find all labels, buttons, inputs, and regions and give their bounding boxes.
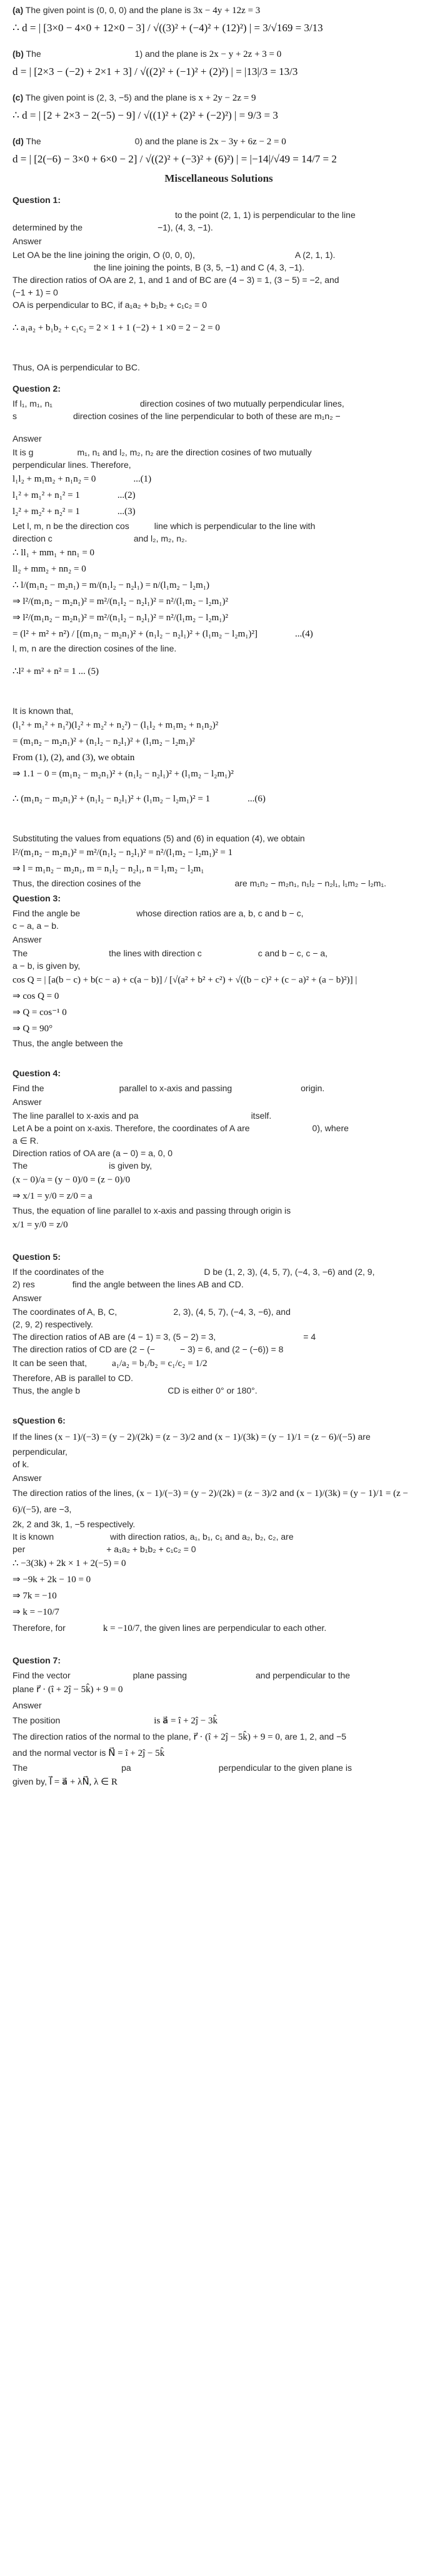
example-a <box>12 2 425 37</box>
q6-a4: per <box>12 1544 26 1554</box>
q7-a2: The direction ratios of the normal to the plane, <box>12 1731 191 1741</box>
q4-a5b: is given by, <box>109 1161 152 1171</box>
q7-answer-label: Answer <box>12 1700 42 1710</box>
q2-a6: It is known that, <box>12 706 74 716</box>
q2-eq2: l₁² + m₁² + n₁² = 1 <box>12 490 80 500</box>
question-4 <box>12 1067 425 1233</box>
q1-line1b: A (2, 1, 1). <box>294 250 336 260</box>
example-a-distance: ∴ d = | [3×0 − 4×0 + 12×0 − 3] / √((3)² + (−4)² + (12)²) | = 3/√169 = 3/13 <box>12 22 323 34</box>
q6-a1-eq2: (x − 1)/(3k) = (y − 1)/1 = (z − 6)/(−5) <box>12 1489 408 1515</box>
example-a-plane: 3x − 4y + 12z = 3 <box>193 6 261 16</box>
q5-text1b: D be (1, 2, 3), (4, 5, 7), (−4, 3, −6) and (2, 9, <box>204 1267 375 1277</box>
q4-a1b: itself. <box>251 1111 272 1121</box>
q7-text2: plane <box>12 1684 34 1694</box>
question-2 <box>12 382 425 889</box>
q2-eq11: (l₁² + m₁² + n₁²)(l₂² + m₂² + n₂²) − (l₁l₂ + m₁m₂ + n₁n₂)² <box>12 720 219 730</box>
q7-plane-eq: r⃗ · (î + 2ĵ − 5k̂) + 9 = 0 <box>36 1685 123 1695</box>
q1-answer-label: Answer <box>12 236 42 246</box>
q3-a2: a − b, is given by, <box>12 961 81 971</box>
q1-line3: The direction ratios of OA are 2, 1, and 1 and of BC are (4 − 3) = 1, (3 − 5) = −2, and <box>12 275 339 285</box>
q3-eq3: ⇒ Q = cos⁻¹ 0 <box>12 1008 67 1018</box>
example-c-distance: ∴ d = | [2 + 2×3 − 2(−5) − 9] / √((1)² + (2)² + (−2)²) | = 9/3 = 3 <box>12 109 278 121</box>
q7-a4: The <box>12 1763 28 1773</box>
q6-text2: of k. <box>12 1459 29 1469</box>
q3-answer-label: Answer <box>12 934 42 944</box>
q2-eq16: l²/(m₁n₂ − m₂n₁)² = m²/(n₁l₂ − n₂l₁)² = n²/(l₁m₂ − l₂m₁)² = 1 <box>12 848 233 858</box>
q1-line2: the line joining the points, B (3, 5, −1) and C (4, 3, −1). <box>94 262 304 272</box>
q7-a1-eq: is a⃗ = î + 2ĵ − 3k̂ <box>154 1716 218 1726</box>
q5-a6: Therefore, AB is parallel to CD. <box>12 1373 133 1383</box>
q7-a4b: pa <box>121 1763 131 1773</box>
q2-a3b: line which is perpendicular to the line with <box>154 521 316 531</box>
example-c-plane: x + 2y − 2z = 9 <box>198 93 256 103</box>
q5-a7: Thus, the angle b <box>12 1385 81 1395</box>
q2-eq4: ∴ ll₁ + mm₁ + nn₁ = 0 <box>12 548 95 558</box>
q6-eq2: ⇒ −9k + 2k − 10 = 0 <box>12 1575 91 1585</box>
q3-eq4: ⇒ Q = 90° <box>12 1024 53 1034</box>
q7-a5: given by, <box>12 1776 47 1786</box>
q2-a4: direction c <box>12 533 52 543</box>
q2-eq2-tag: ...(2) <box>117 490 136 500</box>
q5-a5: It can be seen that, <box>12 1358 88 1368</box>
q4-a2: Let A be a point on x-axis. Therefore, the coordinates of A are <box>12 1123 250 1133</box>
q2-eq14: ⇒ 1.1 − 0 = (m₁n₂ − m₂n₁)² + (n₁l₂ − n₂l₁)² + (l₁m₂ − l₂m₁)² <box>12 769 234 779</box>
q4-eq3: x/1 = y/0 = z/0 <box>12 1220 68 1230</box>
q4-a6: Thus, the equation of line parallel to x-axis and passing through origin is <box>12 1206 291 1216</box>
q2-eq12: = (m₁n₂ − m₂n₁)² + (n₁l₂ − n₂l₁)² + (l₁m₂ − l₂m₁)² <box>12 736 195 746</box>
q7-a5-eq: l⃗ = a⃗ + λN⃗, λ ∈ R <box>49 1777 118 1787</box>
q2-eq15: ∴ (m₁n₂ − m₂n₁)² + (n₁l₂ − n₂l₁)² + (l₁m₂ − l₂m₁)² = 1 <box>12 794 211 804</box>
q2-a1b: m₁, n₁ and l₂, m₂, n₂ are the direction cosines of two mutually <box>77 447 312 457</box>
q6-eq1: ∴ −3(3k) + 2k × 1 + 2(−5) = 0 <box>12 1558 126 1568</box>
q1-line4: (−1 + 1) = 0 <box>12 287 58 297</box>
q7-a2-eq: r⃗ · (î + 2ĵ − 5k̂) + 9 = 0 <box>193 1732 280 1742</box>
question-2-title: Question 2: <box>12 384 61 394</box>
q2-eq1: l₁l₂ + m₁m₂ + n₁n₂ = 0 <box>12 474 96 484</box>
q2-a8: Thus, the direction cosines of the <box>12 878 141 888</box>
q4-text1b: parallel to x-axis and passing <box>119 1083 232 1093</box>
example-b-distance: d = | [2×3 − (−2) + 2×1 + 3] / √((2)² + (−1)² + (2)²) | = |13|/3 = 13/3 <box>12 66 298 77</box>
q2-a7: Substituting the values from equations (5) and (6) in equation (4), we obtain <box>12 833 305 843</box>
question-1-title: Question 1: <box>12 195 61 205</box>
q6-a5b: , the given lines are perpendicular to each other. <box>139 1623 327 1633</box>
example-d-intro: The <box>26 136 41 146</box>
example-c-intro: The given point is (2, 3, −5) and the plane is <box>25 92 196 102</box>
q5-a1: The coordinates of A, B, C, <box>12 1307 118 1317</box>
q1-conclusion: Thus, OA is perpendicular to BC. <box>12 362 140 372</box>
q3-text1b: whose direction ratios are a, b, c and b − c, <box>136 908 304 918</box>
q6-a3b: with direction ratios, a₁, b₁, c₁ and a₂, b₂, c₂, are <box>110 1532 294 1542</box>
q6-a4b: + a₁a₂ + b₁b₂ + c₁c₂ = 0 <box>106 1544 196 1554</box>
q6-a5: Therefore, for <box>12 1623 66 1633</box>
q2-a3: Let l, m, n be the direction cos <box>12 521 129 531</box>
question-6 <box>12 1414 425 1637</box>
q5-a3b: = 4 <box>303 1332 316 1342</box>
question-1 <box>12 194 425 374</box>
q7-text1b: plane passing <box>132 1670 188 1680</box>
example-a-label: (a) <box>12 5 24 15</box>
question-3-title: Question 3: <box>12 893 61 903</box>
q6-a3: It is known <box>12 1532 54 1542</box>
example-b-plane: 2x − y + 2z + 3 = 0 <box>209 49 282 59</box>
q2-text2b: direction cosines of the line perpendicular to both of these are m₁n₂ − <box>73 411 341 421</box>
q2-eq5: ll₂ + mm₂ + nn₂ = 0 <box>12 564 86 574</box>
q3-text1: Find the angle be <box>12 908 81 918</box>
q2-eq6: ∴ l/(m₁n₂ − m₂n₁) = m/(n₁l₂ − n₂l₁) = n/(l₁m₂ − l₂m₁) <box>12 580 209 590</box>
q6-eq4: ⇒ k = −10/7 <box>12 1607 59 1617</box>
q5-eq1: a₁/a₂ = b₁/b₂ = c₁/c₂ = 1/2 <box>112 1359 208 1369</box>
q1-line1: Let OA be the line joining the origin, O (0, 0, 0), <box>12 250 195 260</box>
q1-line5: OA is perpendicular to BC, if a₁a₂ + b₁b₂ + c₁c₂ = 0 <box>12 300 208 310</box>
q4-eq1: (x − 0)/a = (y − 0)/0 = (z − 0)/0 <box>12 1175 131 1185</box>
q6-text1b: and <box>198 1432 212 1442</box>
q2-eq13: From (1), (2), and (3), we obtain <box>12 753 135 763</box>
question-3 <box>12 892 425 1049</box>
q6-line2-eq: (x − 1)/(3k) = (y − 1)/1 = (z − 6)/(−5) <box>214 1432 356 1442</box>
q5-text1: If the coordinates of the <box>12 1267 104 1277</box>
q4-a4: Direction ratios of OA are (a − 0) = a, 0, 0 <box>12 1148 173 1158</box>
q2-a2: perpendicular lines. Therefore, <box>12 460 131 470</box>
q4-text1c: origin. <box>301 1083 325 1093</box>
q2-eq9-tag: ...(4) <box>294 629 313 639</box>
q2-eq8: ⇒ l²/(m₁n₂ − m₂n₁)² = m²/(n₁l₂ − n₂l₁)² = n²/(l₁m₂ − l₂m₁)² <box>12 613 228 623</box>
q6-a2: 2k, 2 and 3k, 1, −5 respectively. <box>12 1519 136 1529</box>
q5-text2b: find the angle between the lines AB and CD. <box>72 1279 244 1289</box>
example-c <box>12 90 425 125</box>
q5-a1b: 2, 3), (4, 5, 7), (−4, 3, −6), and <box>173 1307 291 1317</box>
question-5 <box>12 1251 425 1397</box>
question-7 <box>12 1654 425 1790</box>
q3-a1c: c and b − c, c − a, <box>258 948 328 958</box>
q3-eq1: cos Q = | [a(b − c) + b(c − a) + c(a − b)] / [√(a² + b² + c²) + √((b − c)² + (c − a)² + (a − b)²)] | <box>12 975 358 985</box>
example-d-label: (d) <box>12 136 24 146</box>
example-b <box>12 46 425 81</box>
q2-eq3-tag: ...(3) <box>117 507 136 517</box>
q7-text1: Find the vector <box>12 1670 71 1680</box>
example-d-intro2: 0) and the plane is <box>134 136 207 146</box>
q6-a5-eq: k = −10/7 <box>102 1623 140 1633</box>
q3-text2: c − a, a − b. <box>12 921 59 931</box>
q2-eq10: ∴l² + m² + n² = 1 ... (5) <box>12 666 99 676</box>
q6-answer-label: Answer <box>12 1473 42 1483</box>
q4-a3: a ∈ R. <box>12 1136 39 1146</box>
q4-eq2: ⇒ x/1 = y/0 = z/0 = a <box>12 1191 92 1201</box>
q5-a2: (2, 9, 2) respectively. <box>12 1319 93 1329</box>
q6-text1c: are perpendicular, <box>12 1432 371 1457</box>
q1-text3: −1), (4, 3, −1). <box>158 222 213 232</box>
q5-answer-label: Answer <box>12 1293 42 1303</box>
q5-a4: The direction ratios of CD are (2 − (− <box>12 1344 155 1354</box>
question-6-title: sQuestion 6: <box>12 1415 66 1425</box>
example-c-label: (c) <box>12 92 24 102</box>
q5-a4b: − 3) = 6, and (2 − (−6)) = 8 <box>180 1344 284 1354</box>
example-d <box>12 134 425 169</box>
q4-answer-label: Answer <box>12 1097 42 1107</box>
q2-answer-label: Answer <box>12 433 42 443</box>
q7-a4c: perpendicular to the given plane is <box>218 1763 352 1773</box>
q3-eq2: ⇒ cos Q = 0 <box>12 991 59 1001</box>
example-d-plane: 2x − 3y + 6z − 2 = 0 <box>209 137 286 147</box>
example-a-intro: The given point is (0, 0, 0) and the plane is <box>25 5 191 15</box>
q6-a1b: and <box>279 1488 294 1498</box>
q2-text1b: direction cosines of two mutually perpendicular lines, <box>139 399 344 409</box>
q2-eq17: ⇒ l = m₁n₂ − m₂n₁, m = n₁l₂ − n₂l₁, n = l₁m₂ − l₂m₁ <box>12 864 204 874</box>
q6-eq3: ⇒ 7k = −10 <box>12 1591 57 1601</box>
q2-eq7: ⇒ l²/(m₁n₂ − m₂n₁)² = m²/(n₁l₂ − n₂l₁)² = n²/(l₁m₂ − l₂m₁)² <box>12 597 228 607</box>
misc-solutions-title: Miscellaneous Solutions <box>164 172 273 184</box>
example-b-intro2: 1) and the plane is <box>134 49 207 59</box>
example-b-label: (b) <box>12 49 24 59</box>
q6-text1: If the lines <box>12 1432 52 1442</box>
example-d-distance: d = | [2(−6) − 3×0 + 6×0 − 2] / √((2)² + (−3)² + (6)²) | = |−14|/√49 = 14/7 = 2 <box>12 153 337 165</box>
q7-a1: The position <box>12 1715 61 1725</box>
q6-a1c: , are −3, <box>39 1504 72 1514</box>
q2-a4b: and l₂, m₂, n₂. <box>133 533 188 543</box>
q3-a3: Thus, the angle between the <box>12 1038 123 1048</box>
q4-a5: The <box>12 1161 28 1171</box>
q2-eq1-tag: ...(1) <box>133 474 152 484</box>
example-b-intro: The <box>26 49 41 59</box>
q4-a2b: 0), where <box>312 1123 349 1133</box>
q2-text2: s <box>12 411 17 421</box>
q2-a5: l, m, n are the direction cosines of the line. <box>12 643 177 653</box>
q7-text1c: and perpendicular to the <box>256 1670 351 1680</box>
q1-text2: determined by the <box>12 222 83 232</box>
q1-text: to the point (2, 1, 1) is perpendicular to the line <box>175 210 356 220</box>
q5-a3: The direction ratios of AB are (4 − 1) = 3, (5 − 2) = 3, <box>12 1332 216 1342</box>
question-4-title: Question 4: <box>12 1068 61 1078</box>
q6-a1: The direction ratios of the lines, <box>12 1488 134 1498</box>
q7-a3: and the normal vector is <box>12 1748 106 1758</box>
q4-text1: Find the <box>12 1083 44 1093</box>
question-7-title: Question 7: <box>12 1655 61 1665</box>
q6-line1-eq: (x − 1)/(−3) = (y − 2)/(2k) = (z − 3)/2 <box>54 1432 196 1442</box>
q2-eq9: = (l² + m² + n²) / [(m₁n₂ − m₂n₁)² + (n₁l₂ − n₂l₁)² + (l₁m₂ − l₂m₁)²] <box>12 629 258 639</box>
q2-a8b: are m₁n₂ − m₂n₁, n₁l₂ − n₂l₁, l₁m₂ − l₂m₁. <box>234 878 387 888</box>
q2-eq3: l₂² + m₂² + n₂² = 1 <box>12 507 80 517</box>
q2-text1: If l₁, m₁, n₁ <box>12 399 52 409</box>
q3-a1b: the lines with direction c <box>109 948 202 958</box>
question-5-title: Question 5: <box>12 1252 61 1262</box>
q7-a3-eq: N⃗ = î + 2ĵ − 5k̂ <box>108 1748 165 1758</box>
q5-text2: 2) res <box>12 1279 35 1289</box>
q2-a1: It is g <box>12 447 34 457</box>
q6-a1-eq1: (x − 1)/(−3) = (y − 2)/(2k) = (z − 3)/2 <box>136 1489 278 1499</box>
q3-a1: The <box>12 948 28 958</box>
q4-a1: The line parallel to x-axis and pa <box>12 1111 139 1121</box>
q5-a7b: CD is either 0° or 180°. <box>168 1385 258 1395</box>
q2-eq15-tag: ...(6) <box>248 794 266 804</box>
q1-equation: ∴ a₁a₂ + b₁b₂ + c₁c₂ = 2 × 1 + 1 (−2) + 1 ×0 = 2 − 2 = 0 <box>12 323 220 333</box>
q7-a2b: , are 1, 2, and −5 <box>279 1731 347 1741</box>
